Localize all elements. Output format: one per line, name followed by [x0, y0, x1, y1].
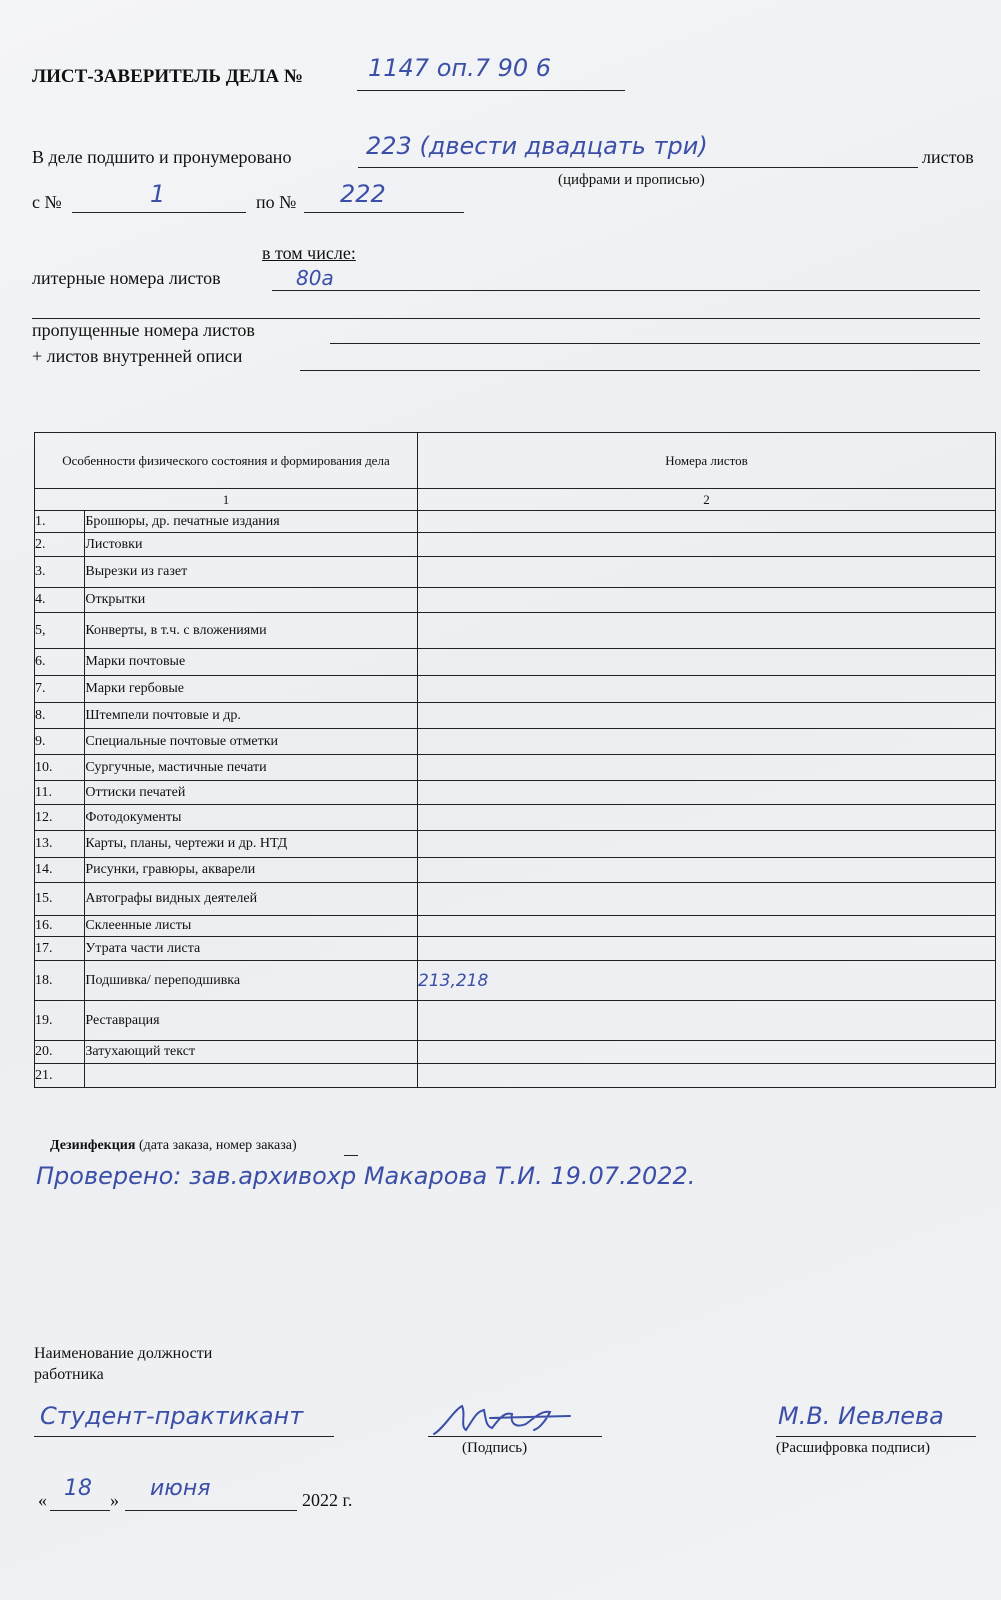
row-sheet-numbers	[418, 649, 996, 676]
case-number: 1147 оп.7 90 6	[368, 54, 552, 82]
row-sheet-numbers	[418, 1041, 996, 1064]
position-label-2: работника	[34, 1366, 104, 1383]
row-number: 21.	[35, 1064, 85, 1088]
case-number-line	[357, 90, 625, 91]
row-number: 4.	[35, 588, 85, 613]
condition-table	[34, 432, 996, 1088]
row-sheet-numbers	[418, 511, 996, 533]
inner-inventory-line	[300, 370, 980, 371]
row-sheet-numbers	[418, 858, 996, 883]
row-sheet-numbers: 213,218	[418, 961, 996, 1001]
document-title: ЛИСТ-ЗАВЕРИТЕЛЬ ДЕЛА №	[32, 66, 303, 87]
missing-numbers-label: пропущенные номера листов	[32, 320, 255, 340]
count-suffix: листов	[922, 147, 974, 167]
table-row	[35, 937, 996, 961]
row-number: 2.	[35, 533, 85, 557]
row-feature: Марки почтовые	[85, 649, 418, 676]
date-open-quote: «	[38, 1490, 47, 1510]
row-feature: Специальные почтовые отметки	[85, 729, 418, 755]
row-feature: Автографы видных деятелей	[85, 883, 418, 916]
signature-caption: (Подпись)	[462, 1440, 528, 1456]
row-feature: Конверты, в т.ч. с вложениями	[85, 613, 418, 649]
row-number: 12.	[35, 805, 85, 831]
row-feature: Листовки	[85, 533, 418, 557]
count-line	[358, 167, 918, 168]
position-label-1: Наименование должности	[34, 1345, 213, 1362]
row-sheet-numbers	[418, 831, 996, 858]
table-row	[35, 649, 996, 676]
table-row	[35, 916, 996, 937]
table-row	[35, 511, 996, 533]
row-feature: Штемпели почтовые и др.	[85, 703, 418, 729]
range-to-label: по №	[256, 192, 297, 212]
row-number: 20.	[35, 1041, 85, 1064]
row-number: 3.	[35, 557, 85, 588]
decode-value: М.В. Иевлева	[778, 1402, 944, 1430]
date-month-line	[125, 1510, 297, 1511]
table-row	[35, 613, 996, 649]
row-sheet-numbers	[418, 533, 996, 557]
row-number: 15.	[35, 883, 85, 916]
row-feature: Реставрация	[85, 1001, 418, 1041]
row-sheet-numbers	[418, 755, 996, 781]
row-number: 16.	[35, 916, 85, 937]
range-to-line	[304, 212, 464, 213]
row-number: 6.	[35, 649, 85, 676]
table-row	[35, 805, 996, 831]
row-feature: Рисунки, гравюры, акварели	[85, 858, 418, 883]
row-feature: Затухающий текст	[85, 1041, 418, 1064]
table-row	[35, 961, 996, 1001]
col2-index: 2	[418, 489, 996, 511]
including-heading: в том числе:	[262, 243, 356, 263]
row-sheet-numbers	[418, 883, 996, 916]
table-row	[35, 676, 996, 703]
row-number: 11.	[35, 781, 85, 805]
disinfection-label-rest: (дата заказа, номер заказа)	[135, 1138, 297, 1153]
table-row	[35, 588, 996, 613]
row-number: 13.	[35, 831, 85, 858]
row-number: 5,	[35, 613, 85, 649]
row-sheet-numbers	[418, 588, 996, 613]
range-from-value: 1	[150, 180, 166, 208]
row-feature: Сургучные, мастичные печати	[85, 755, 418, 781]
row-sheet-numbers	[418, 703, 996, 729]
date-day: 18	[64, 1476, 92, 1501]
row-sheet-numbers	[418, 676, 996, 703]
position-value: Студент-практикант	[40, 1402, 304, 1430]
count-value: 223 (двести двадцать три)	[366, 132, 708, 160]
col1-header: Особенности физического состояния и формирования дела	[35, 433, 418, 489]
row-number: 17.	[35, 937, 85, 961]
missing-numbers-line	[330, 343, 980, 344]
row-feature: Марки гербовые	[85, 676, 418, 703]
row-sheet-numbers	[418, 805, 996, 831]
count-label: В деле подшито и пронумеровано	[32, 147, 292, 167]
table-row	[35, 729, 996, 755]
range-from-label: с №	[32, 192, 62, 212]
row-number: 9.	[35, 729, 85, 755]
disinfection-line	[344, 1155, 358, 1156]
row-number: 18.	[35, 961, 85, 1001]
row-feature: Утрата части листа	[85, 937, 418, 961]
extra-line	[32, 318, 980, 319]
date-year: 2022 г.	[302, 1490, 353, 1510]
table-row	[35, 703, 996, 729]
row-sheet-numbers	[418, 557, 996, 588]
row-feature: Брошюры, др. печатные издания	[85, 511, 418, 533]
col1-index: 1	[35, 489, 418, 511]
table-row	[35, 831, 996, 858]
table-row	[35, 1064, 996, 1088]
date-day-line	[50, 1510, 110, 1511]
row-sheet-numbers	[418, 1001, 996, 1041]
range-to-value: 222	[340, 180, 386, 208]
row-number: 19.	[35, 1001, 85, 1041]
verification-note: Проверено: зав.архивохр Макарова Т.И. 19.07.2022.	[36, 1162, 696, 1190]
row-sheet-numbers	[418, 729, 996, 755]
table-row	[35, 755, 996, 781]
row-sheet-numbers	[418, 937, 996, 961]
table-row	[35, 557, 996, 588]
row-feature: Фотодокументы	[85, 805, 418, 831]
row-number: 7.	[35, 676, 85, 703]
date-close-quote: »	[110, 1490, 119, 1510]
row-sheet-numbers	[418, 916, 996, 937]
row-feature: Оттиски печатей	[85, 781, 418, 805]
decode-caption: (Расшифровка подписи)	[776, 1440, 930, 1456]
letter-numbers-label: литерные номера листов	[32, 268, 221, 288]
row-number: 10.	[35, 755, 85, 781]
row-feature: Склеенные листы	[85, 916, 418, 937]
inner-inventory-label: + листов внутренней описи	[32, 346, 243, 366]
row-feature: Карты, планы, чертежи и др. НТД	[85, 831, 418, 858]
table-row	[35, 1041, 996, 1064]
range-from-line	[72, 212, 246, 213]
letter-numbers-value: 80а	[296, 266, 334, 290]
decode-line	[776, 1436, 976, 1437]
row-feature: Вырезки из газет	[85, 557, 418, 588]
table-row	[35, 533, 996, 557]
row-sheet-numbers	[418, 613, 996, 649]
table-row	[35, 883, 996, 916]
row-sheet-numbers	[418, 781, 996, 805]
position-line	[34, 1436, 334, 1437]
table-row	[35, 1001, 996, 1041]
disinfection-label	[50, 1138, 297, 1154]
table-row	[35, 858, 996, 883]
col2-header: Номера листов	[418, 433, 996, 489]
row-feature	[85, 1064, 418, 1088]
date-month: июня	[150, 1476, 211, 1501]
row-feature: Подшивка/ переподшивка	[85, 961, 418, 1001]
signature-scribble	[430, 1400, 580, 1440]
row-number: 8.	[35, 703, 85, 729]
letter-numbers-line	[272, 290, 980, 291]
count-caption: (цифрами и прописью)	[558, 172, 705, 188]
row-number: 1.	[35, 511, 85, 533]
row-sheet-numbers	[418, 1064, 996, 1088]
row-feature: Открытки	[85, 588, 418, 613]
disinfection-label-bold: Дезинфекция	[50, 1138, 136, 1153]
row-number: 14.	[35, 858, 85, 883]
table-row	[35, 781, 996, 805]
